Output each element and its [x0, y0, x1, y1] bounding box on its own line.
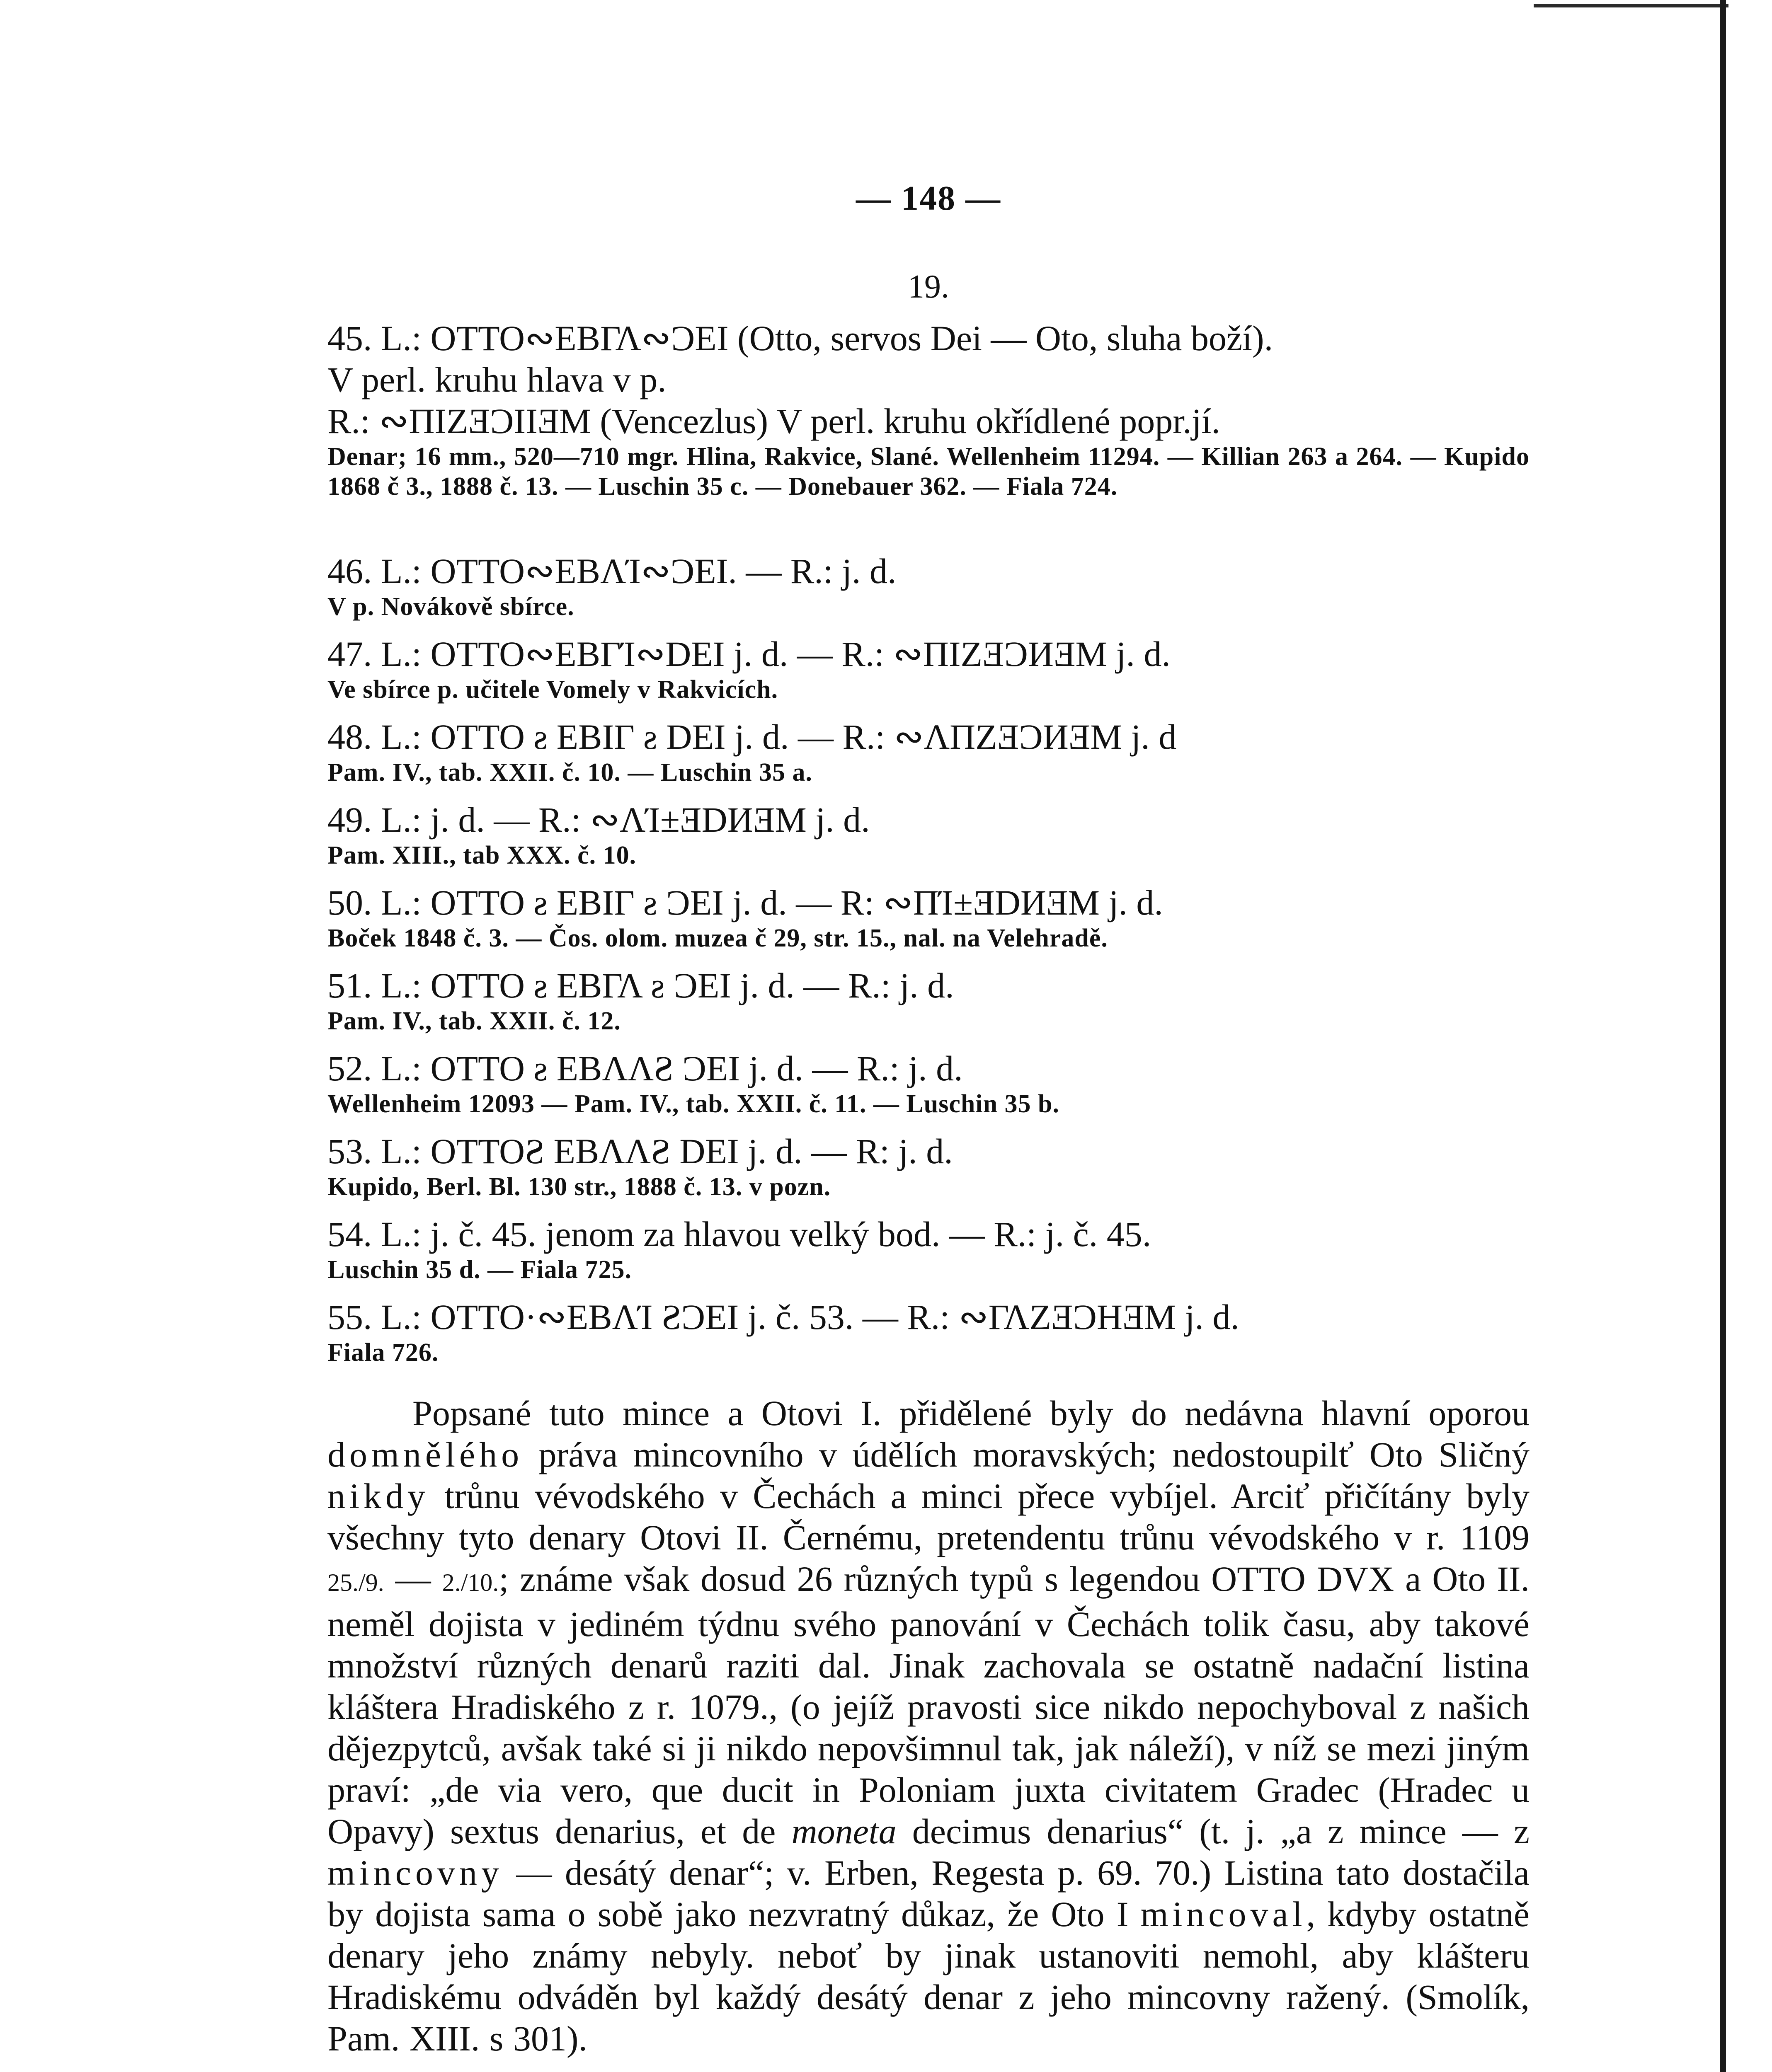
entry-50: [327, 882, 1530, 953]
paragraph-emphasis: mincoval: [1140, 1894, 1307, 1934]
entry-53-reference: Kupido, Berl. Bl. 130 str., 1888 č. 13. v pozn.: [327, 1173, 831, 1201]
entry-52-line: 52. L.: OTTO ƨ EBΛΛƧ ƆEI j. d. — R.: j. d.: [327, 1048, 963, 1088]
paragraph-text: ; známe však dosud 26 různých typů s legendou OTTO DVX a Oto II. neměl dojista v jediném týdnu svého panování v Čechách tolik času, aby takové množství různých denarů raziti dal. Jinak zachovala se ostatně nadační listina kláštera Hradiského z r. 1079., (o jejíž pravosti sice nikdo nepochyboval z našich dějezpytců, avšak také si ji nikdo nepovšimnul tak, jak náleží), v níž se mezi jiným praví: „de via vero, que ducit in Poloniam juxta civitatem Gradec (Hradec u Opavy) sextus denarius, et de: [327, 1559, 1530, 1851]
paragraph-date: 25./9.: [327, 1569, 384, 1596]
entry-54-line: 54. L.: j. č. 45. jenom za hlavou velký bod. — R.: j. č. 45.: [327, 1214, 1151, 1254]
entry-45-reference: Denar; 16 mm., 520—710 mgr. Hlina, Rakvice, Slané. Wellenheim 11294. — Killian 263 a 264. — Kupido 1868 č 3., 1888 č. 13. — Luschin 35 c. — Donebauer 362. — Fiala 724.: [327, 443, 1530, 501]
paragraph-text: trůnu vévodského v Čechách a minci přece vybíjel. Arciť přičítány byly všechny tyto denary Otovi II. Černému, pretendentu trůnu vévodského v r. 1109: [327, 1476, 1530, 1557]
entry-48-reference: Pam. IV., tab. XXII. č. 10. — Luschin 35 a.: [327, 758, 813, 787]
entry-45-line-3: R.: ∾ΠIZƎƆIIƎM (Vencezlus) V perl. kruhu okřídlené popr.jí.: [327, 401, 1220, 441]
entry-49-reference: Pam. XIII., tab XXX. č. 10.: [327, 841, 637, 869]
entry-48: [327, 716, 1530, 787]
entry-46: [327, 550, 1530, 622]
paragraph-text: , kdyby ostatně denary jeho známy nebyly. neboť by jinak ustanoviti nemohl, aby klášteru Hradiskému odváděn byl každý desátý denar z jeho mincovny ražený. (Smolík, Pam. XIII. s 301).: [327, 1894, 1530, 2058]
paragraph-emphasis: nikdy: [327, 1476, 429, 1516]
entry-53-line: 53. L.: OTTOƧ EBΛΛƧ DEI j. d. — R: j. d.: [327, 1131, 953, 1171]
entry-51-line: 51. L.: OTTO ƨ EBΓΛ ƨ ƆEI j. d. — R.: j. d.: [327, 966, 954, 1005]
entry-55-reference: Fiala 726.: [327, 1339, 439, 1367]
entry-50-reference: Boček 1848 č. 3. — Čos. olom. muzea č 29, str. 15., nal. na Velehradě.: [327, 924, 1108, 952]
paragraph-text: Popsané tuto mince a Otovi I. přidělené byly do nedávna hlavní oporou: [412, 1393, 1530, 1433]
paragraph-italic: moneta: [791, 1811, 897, 1851]
scan-edge-top: [1534, 4, 1728, 7]
entry-55: [327, 1296, 1530, 1368]
entry-46-reference: V p. Novákově sbírce.: [327, 593, 575, 621]
entry-47-line: 47. L.: OTTO∾EBΓΊ∾DEI j. d. — R.: ∾ΠIZƎƆИƎM j. d.: [327, 634, 1171, 674]
body-paragraph: [327, 1392, 1530, 2059]
entry-49: [327, 799, 1530, 870]
entry-54: [327, 1213, 1530, 1285]
paragraph-emphasis: mincovny: [327, 1853, 503, 1893]
entry-54-reference: Luschin 35 d. — Fiala 725.: [327, 1256, 632, 1284]
entry-55-line: 55. L.: OTTO·∾EBΛΊ ƧƆEI j. č. 53. — R.: ∾ΓΛZƎƆHƎM j. d.: [327, 1297, 1239, 1337]
paragraph-text: — desátý denar“; v. Erben, Regesta p. 69. 70.) Listina tato dostačila by dojista sama o sobě jako nezvratný důkaz, že Oto I: [327, 1853, 1530, 1934]
entry-53: [327, 1130, 1530, 1202]
entry-47: [327, 633, 1530, 704]
entry-49-line: 49. L.: j. d. — R.: ∾ΛΊ±ƎDИƎM j. d.: [327, 800, 870, 840]
entry-45-line-2: V perl. kruhu hlava v p.: [327, 360, 667, 399]
entry-50-line: 50. L.: OTTO ƨ EBIΓ ƨ ƆEI j. d. — R: ∾ΠΊ±ƎDИƎM j. d.: [327, 883, 1163, 922]
scan-edge-right: [1720, 0, 1726, 2072]
section-number: 19.: [908, 269, 949, 305]
paragraph-text: práva mincovního v údělích moravských; nedostoupilť Oto Sličný: [523, 1435, 1530, 1474]
entry-51: [327, 965, 1530, 1036]
entry-45-line-1: 45. L.: OTTO∾EBΓΛ∾ƆEI (Otto, servos Dei — Oto, sluha boží).: [327, 318, 1273, 358]
paragraph-emphasis: domnělého: [327, 1435, 524, 1474]
entry-51-reference: Pam. IV., tab. XXII. č. 12.: [327, 1007, 621, 1035]
paragraph-text: decimus denarius“ (t. j. „a z mince — z: [896, 1811, 1530, 1851]
entry-46-line: 46. L.: OTTO∾EBΛΊ∾ƆEI. — R.: j. d.: [327, 551, 897, 591]
paragraph-text: —: [384, 1559, 442, 1599]
entry-52: [327, 1048, 1530, 1119]
entry-47-reference: Ve sbírce p. učitele Vomely v Rakvicích.: [327, 675, 778, 704]
document-page: [327, 178, 1530, 2072]
entry-45: [327, 317, 1530, 501]
paragraph-date: 2./10.: [442, 1569, 499, 1596]
entry-52-reference: Wellenheim 12093 — Pam. IV., tab. XXII. č. 11. — Luschin 35 b.: [327, 1090, 1060, 1118]
page-number: — 148 —: [856, 179, 1001, 218]
entry-48-line: 48. L.: OTTO ƨ EBIΓ ƨ DEI j. d. — R.: ∾ΛΠZƎƆИƎM j. d: [327, 717, 1177, 757]
